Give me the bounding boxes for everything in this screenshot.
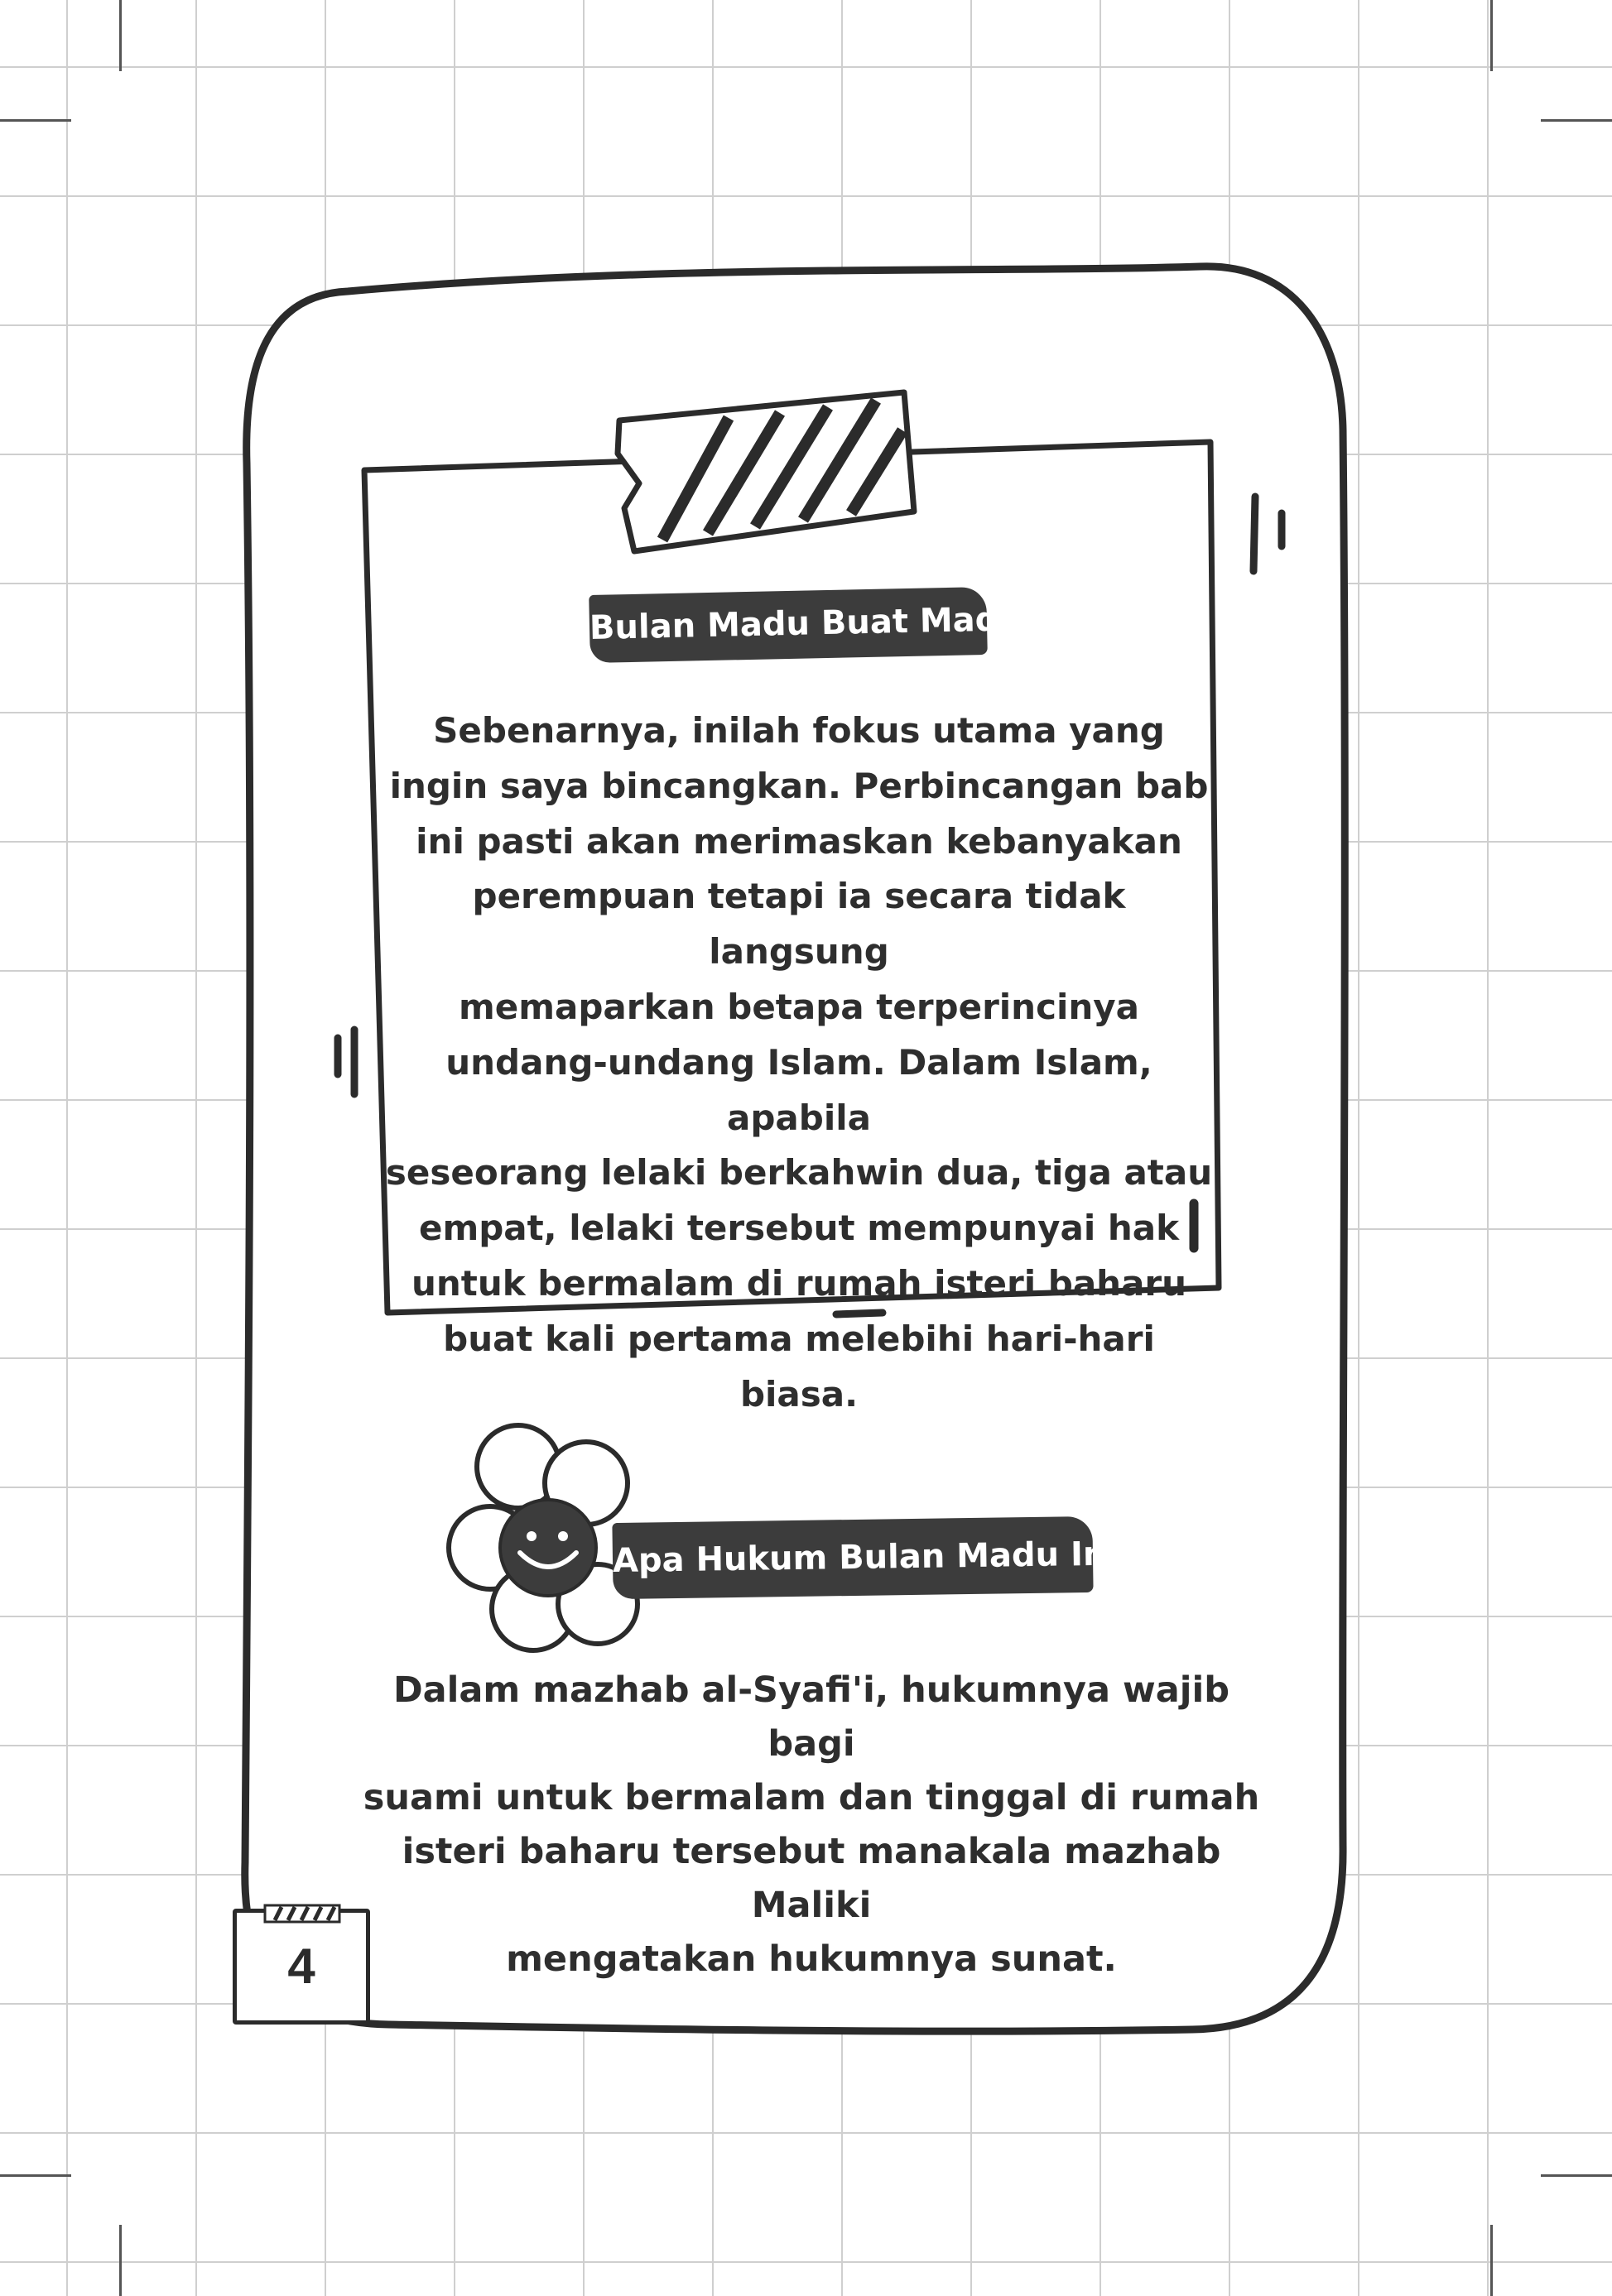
page-number-box <box>233 1909 370 2025</box>
tape-icon <box>263 1904 341 1924</box>
page-number: 4 <box>287 1938 315 1994</box>
doodle-mark <box>1254 497 1255 571</box>
note-paragraph: Sebenarnya, inilah fokus utama yang ingin saya bincangkan. Perbincangan bab ini pasti akan merimaskan kebanyakan perempuan tetapi ia secara tidak langsung memaparkan betapa terperincinya undang-undang Islam. Dalam Islam, apabila seseorang lelaki berkahwin dua, tiga atau empat, lelaki tersebut mempunyai hak untuk bermalam di rumah isteri baharu buat kali pertama melebihi hari-hari biasa. <box>385 710 1213 1415</box>
section-paragraph: Dalam mazhab al-Syafi'i, hukumnya wajib bagi suami untuk bermalam dan tinggal di rumah isteri baharu tersebut manakala mazhab Maliki mengatakan hukumnya sunat. <box>363 1669 1260 1980</box>
note-title: Bulan Madu Buat Madu <box>589 587 988 663</box>
section-heading: Apa Hukum Bulan Madu Ini? <box>612 1516 1093 1599</box>
